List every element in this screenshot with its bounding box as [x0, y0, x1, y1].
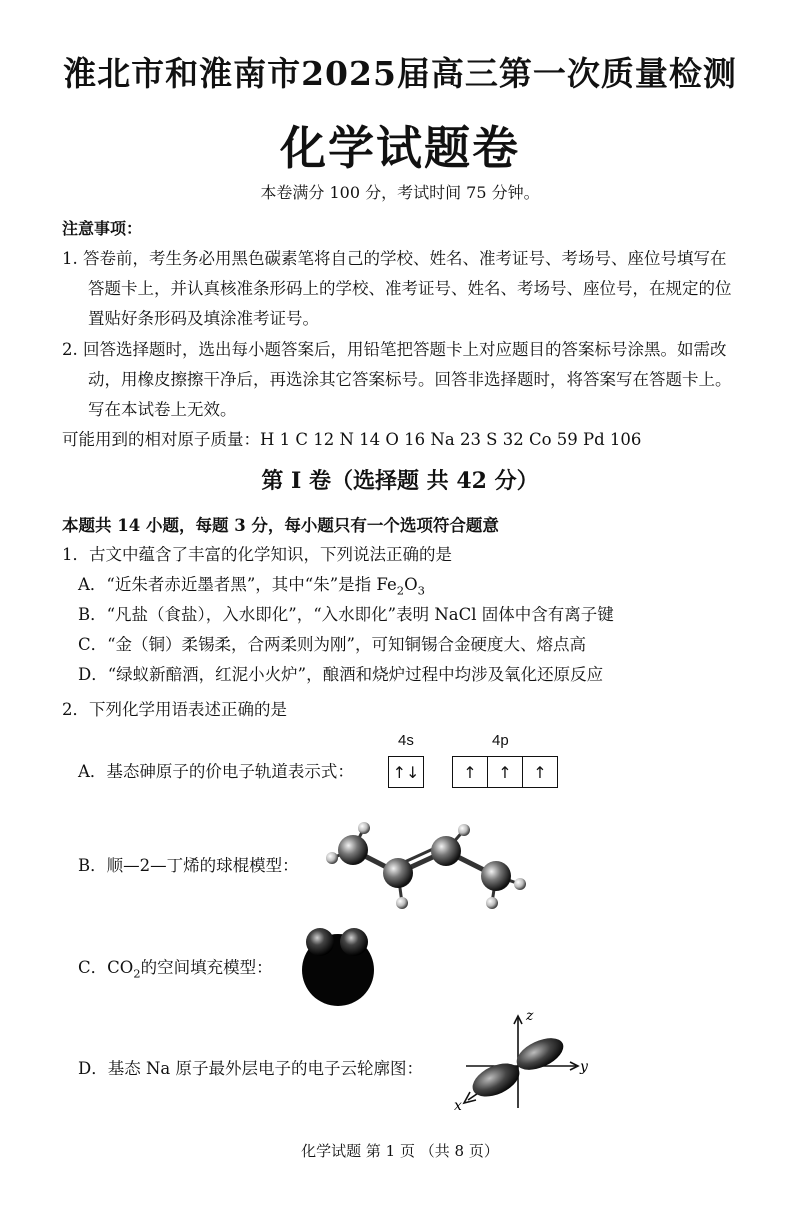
orbital-4p-label: 4p — [492, 732, 509, 749]
orbital-4s-label: 4s — [398, 732, 414, 749]
electron-cloud-diagram — [448, 1008, 598, 1118]
notice-heading: 注意事项： — [62, 219, 143, 238]
orbital-4p-cell-1: ↑ — [453, 757, 488, 787]
orbital-4p-cell-3: ↑ — [533, 762, 547, 782]
section-title: 第 I 卷（选择题 共 42 分） — [261, 468, 539, 494]
orbital-4s-box — [388, 756, 424, 788]
atomic-masses: 可能用到的相对原子质量：H 1 C 12 N 14 O 16 Na 23 S 32 Co 59 Pd 106 — [62, 430, 642, 449]
page-footer: 化学试题 第 1 页 （共 8 页） — [301, 1142, 499, 1160]
q1-stem: 1．古文中蕴含了丰富的化学知识，下列说法正确的是 — [62, 545, 452, 564]
outer-atom-left — [306, 928, 334, 956]
outer-atom-right — [340, 928, 368, 956]
exam-title: 淮北市和淮南市2025届高三第一次质量检测 — [63, 54, 737, 93]
q2-stem: 2．下列化学用语表述正确的是 — [62, 700, 287, 719]
hydrogen-atom — [486, 897, 498, 909]
q1-option-c: C．“金（铜）柔锡柔，合两柔则为刚”，可知铜锡合金硬度大、熔点高 — [78, 635, 586, 654]
q1-option-d: D．“绿蚁新醅酒，红泥小火炉”，酿酒和烧炉过程中均涉及氧化还原反应 — [78, 665, 604, 684]
q2-option-d-text: D．基态 Na 原子最外层电子的电子云轮廓图： — [78, 1059, 423, 1078]
score-note: 本卷满分 100 分，考试时间 75 分钟。 — [260, 183, 540, 202]
orbital-4s-cell: ↑↓ — [392, 762, 420, 782]
q1-option-b: B．“凡盐（食盐），入水即化”，“入水即化”表明 NaCl 固体中含有离子键 — [78, 605, 614, 624]
axis-z-label: z — [526, 1008, 534, 1024]
section-instruction: 本题共 14 小题，每题 3 分，每小题只有一个选项符合题意 — [62, 516, 499, 535]
hydrogen-atom — [396, 897, 408, 909]
carbon-atom — [431, 836, 461, 866]
q2-option-a-text: A．基态砷原子的价电子轨道表示式： — [78, 762, 354, 781]
orbital-lobe-upper — [512, 1032, 568, 1077]
hydrogen-atom — [458, 824, 470, 836]
notice-item-2-line-2: 动，用橡皮擦擦干净后，再选涂其它答案标号。回答非选择题时，将答案写在答题卡上。 — [88, 370, 732, 389]
q1-option-a: A．“近朱者赤近墨者黑”，其中“朱”是指 $Fe_2O_3$ — [78, 575, 425, 598]
carbon-atom — [481, 861, 511, 891]
notice-item-2-line-1: 2. 回答选择题时，选出每小题答案后，用铅笔把答题卡上对应题目的答案标号涂黑。如需改 — [62, 340, 727, 359]
carbon-atom — [383, 858, 413, 888]
notice-item-1-line-3: 置贴好条形码及填涂准考证号。 — [88, 309, 319, 328]
notice-item-1-line-1: 1. 答卷前，考生务必用黑色碳素笔将自己的学校、姓名、准考证号、考场号、座位号填写在 — [62, 249, 727, 268]
carbon-atom — [338, 835, 368, 865]
axis-x-label: x — [454, 1098, 462, 1114]
axis-y-label: y — [580, 1059, 588, 1075]
notice-item-2-line-3: 写在本试卷上无效。 — [88, 400, 237, 419]
butene-ball-stick-model — [318, 818, 538, 918]
hydrogen-atom — [326, 852, 338, 864]
q2-option-c-text: C．$CO_2$的空间填充模型： — [78, 958, 273, 981]
paper-title: 化学试题卷 — [280, 121, 520, 175]
q2-option-b-text: B．顺—2—丁烯的球棍模型： — [78, 856, 299, 875]
hydrogen-atom — [514, 878, 526, 890]
co2-space-filling-model — [292, 922, 384, 1008]
notice-item-1-line-2: 答题卡上，并认真核准条形码上的学校、准考证号、姓名、考场号、座位号，在规定的位 — [88, 279, 732, 298]
orbital-4p-box — [452, 756, 558, 788]
orbital-4p-cell-2: ↑ — [488, 757, 523, 787]
hydrogen-atom — [358, 822, 370, 834]
orbital-lobe-lower — [467, 1057, 524, 1104]
